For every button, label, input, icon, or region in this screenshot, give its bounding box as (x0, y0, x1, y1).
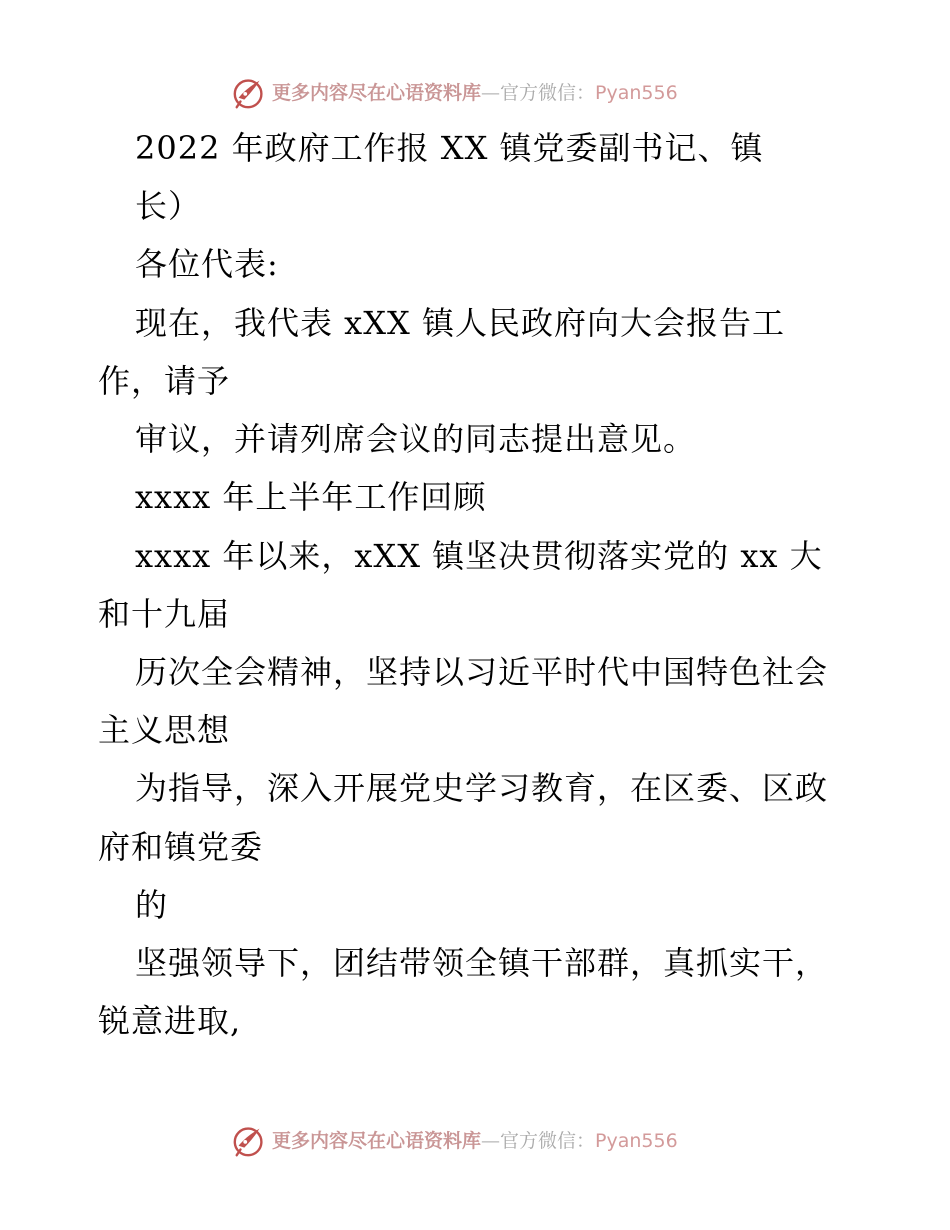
text-line: 审议，并请列席会议的同志提出意见。 (135, 420, 697, 458)
text-line: 府和镇党委 (98, 828, 264, 866)
watermark-official-label: 官方微信： (500, 1130, 596, 1152)
text-line: 现在，我代表 xXX 镇人民政府向大会报告工 (135, 304, 785, 342)
text-line: 长） (135, 187, 202, 225)
text-line: 坚强领导下，团结带领全镇干部群，真抓实干， (135, 944, 829, 982)
watermark-wechat-id: Pyan556 (595, 1130, 678, 1152)
watermark-wechat-id: Pyan556 (595, 82, 678, 104)
quill-logo-icon (231, 73, 269, 111)
watermark-site-text: 更多内容尽在心语资料库 (272, 82, 482, 104)
text-line: xxxx 年上半年工作回顾 (135, 478, 487, 516)
watermark-separator: — (481, 1130, 501, 1152)
text-line: 锐意进取, (98, 1002, 242, 1040)
watermark-text (272, 78, 678, 105)
watermark-site-text: 更多内容尽在心语资料库 (272, 1130, 482, 1152)
text-line: 2022 年政府工作报 XX 镇党委副书记、镇 (135, 129, 764, 167)
header-watermark (0, 72, 950, 112)
watermark-official-label: 官方微信： (500, 82, 596, 104)
text-line: 作，请予 (98, 362, 231, 400)
text-line: 历次全会精神，坚持以习近平时代中国特色社会 (135, 653, 829, 691)
text-line: 各位代表: (135, 245, 279, 283)
text-line: 为指导，深入开展党史学习教育，在区委、区政 (135, 769, 829, 807)
text-line: 主义思想 (98, 711, 231, 749)
quill-logo-icon (231, 1121, 269, 1159)
watermark-separator: — (481, 82, 501, 104)
text-line: 和十九届 (98, 595, 231, 633)
watermark-text (272, 1126, 678, 1153)
text-line: 的 (135, 886, 169, 924)
footer-watermark (0, 1120, 950, 1160)
text-line: xxxx 年以来，xXX 镇坚决贯彻落实党的 xx 大 (135, 537, 823, 575)
